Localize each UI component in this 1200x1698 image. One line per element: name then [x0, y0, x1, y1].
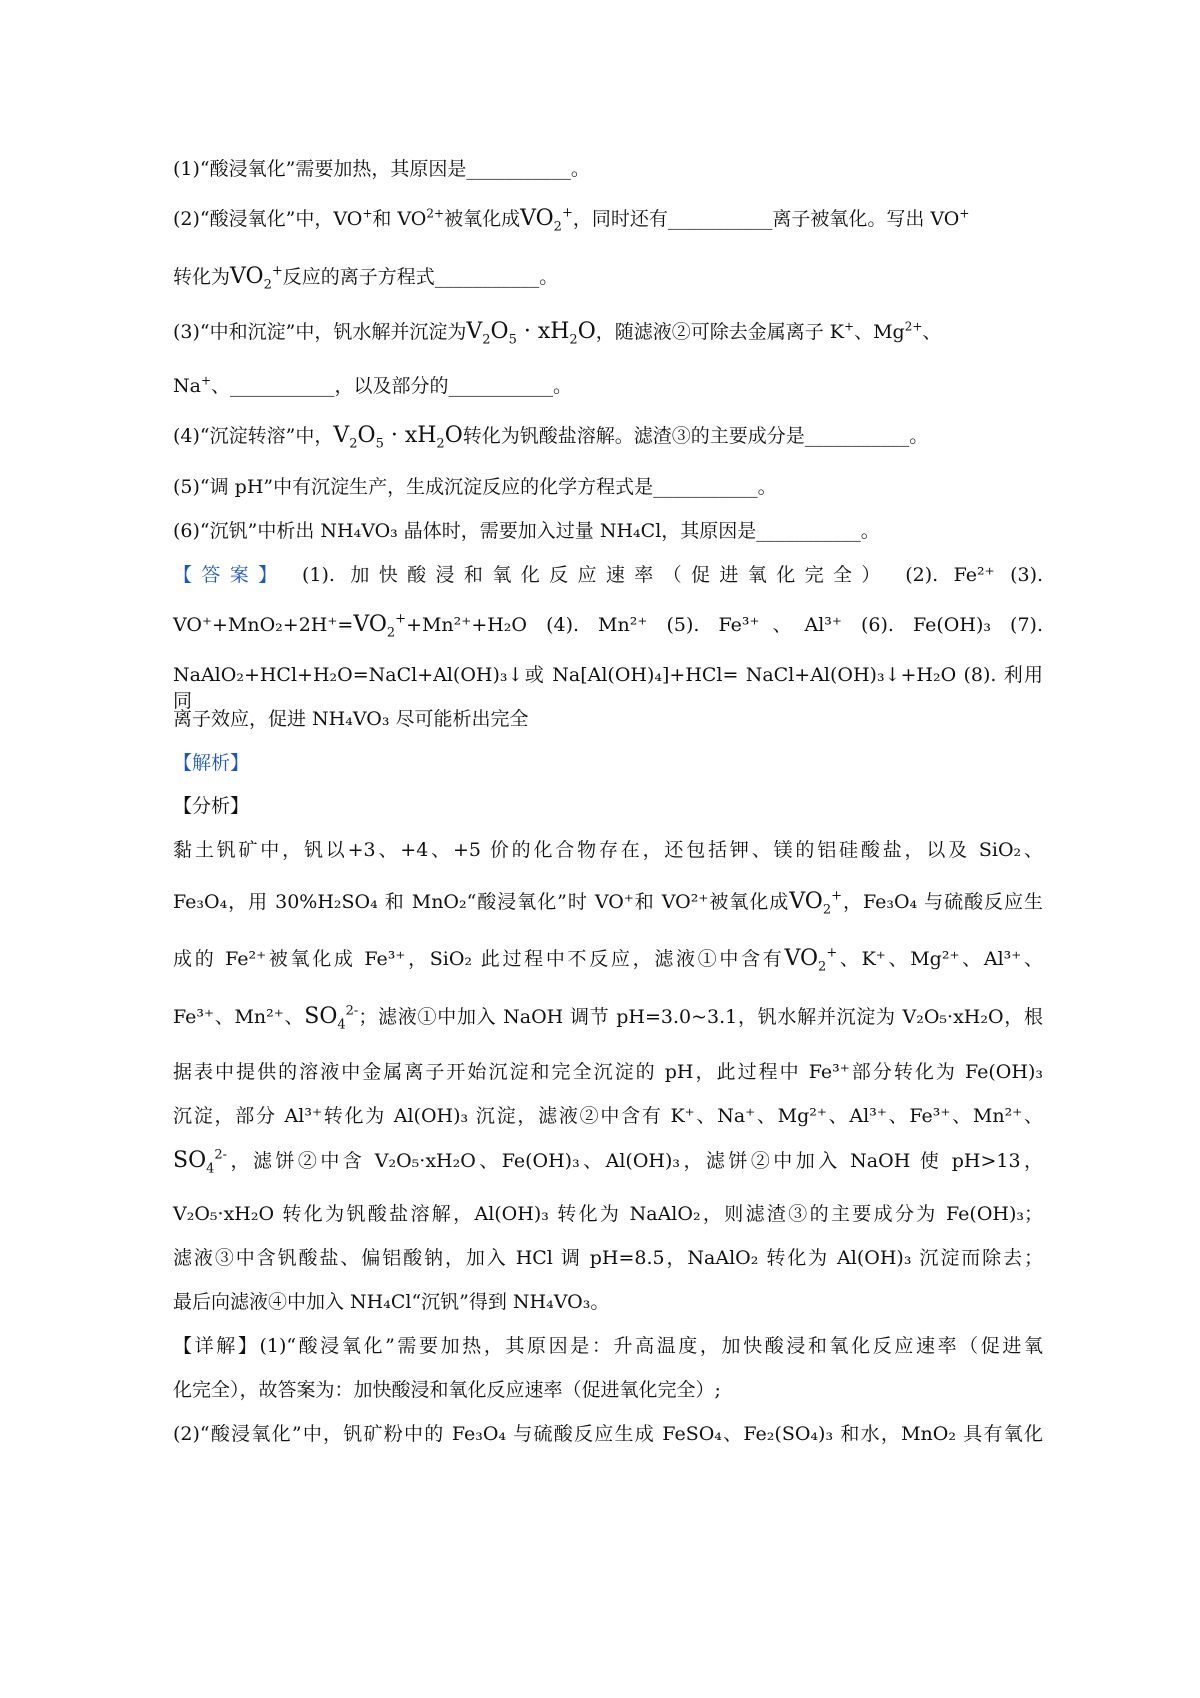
vo2-plus-formula: $VO_2^+$ [353, 611, 407, 641]
analysis-p6: 沉淀，部分 Al³⁺转化为 Al(OH)₃ 沉淀，滤液②中含有 K⁺、Na⁺、Mg²⁺、Al³⁺、Fe³⁺、Mn²⁺、 [173, 1105, 1043, 1127]
v2o5-xh2o-formula: $V_2O_5 \cdot xH_2O$ [466, 319, 596, 348]
answer-label: 【答案】 [173, 564, 287, 586]
answer-blank: ___________ [448, 375, 554, 397]
question-3-line2: Na+、___________，以及部分的___________。 [173, 373, 573, 397]
question-4: (4)“沉淀转溶”中，$V_2O_5 \cdot xH_2O$转化为钒酸盐溶解。滤渣③的主要成分是___________。 [173, 423, 929, 452]
answer-line-4: 离子效应，促进 NH₄VO₃ 尽可能析出完全 [173, 708, 529, 730]
analysis-p2: Fe₃O₄，用 30%H₂SO₄ 和 MnO₂“酸浸氧化”时 VO⁺和 VO²⁺被氧化成$VO_2^+$，Fe₃O₄ 与硫酸反应生 [173, 888, 1044, 918]
analysis-p9: 滤液③中含钒酸盐、偏铝酸钠，加入 HCl 调 pH=8.5，NaAlO₂ 转化为 Al(OH)₃ 沉淀而除去； [173, 1247, 1043, 1269]
question-3: (3)“中和沉淀”中，钒水解并沉淀为$V_2O_5 \cdot xH_2O$，随滤液②可除去金属离子 K+、$Mg^{2+}$、 [173, 319, 942, 348]
question-2: (2)“酸浸氧化”中，VO+和 $VO^{2+}$被氧化成$VO_2^+$，同时还有___________离子被氧化。写出 VO+ [173, 205, 970, 235]
analysis-p4: Fe³⁺、Mn²⁺、$SO_4^{2-}$；滤液①中加入 NaOH 调节 pH=3.0~3.1，钒水解并沉淀为 V₂O₅·xH₂O，根 [173, 1003, 1043, 1033]
analysis-p10: 最后向滤液④中加入 NH₄Cl“沉钒”得到 NH₄VO₃。 [173, 1291, 610, 1313]
answer-blank: ___________ [434, 266, 540, 288]
answer-blank: ___________ [466, 158, 571, 180]
answer-blank: ___________ [804, 425, 910, 447]
vo2-plus-formula: $VO_2^+$ [230, 263, 283, 293]
detail-label: 【详解】 [173, 1335, 260, 1357]
detail-line-1: 【详解】(1)“酸浸氧化”需要加热，其原因是：升高温度，加快酸浸和氧化反应速率（促进氧 [173, 1335, 1043, 1357]
analysis-p3: 成的 Fe²⁺被氧化成 Fe³⁺，SiO₂ 此过程中不反应，滤液①中含有$VO_2^+$、K⁺、Mg²⁺、Al³⁺、 [173, 945, 1043, 975]
question-1: (1)“酸浸氧化”需要加热，其原因是___________。 [173, 158, 590, 180]
answer-blank: ___________ [667, 208, 773, 230]
vo2-plus-formula: $VO_2^+$ [789, 888, 842, 918]
answer-blank: ___________ [653, 476, 758, 498]
detail-line-3: (2)“酸浸氧化”中，钒矿粉中的 Fe₃O₄ 与硫酸反应生成 FeSO₄、Fe₂(SO₄)₃ 和水，MnO₂ 具有氧化 [173, 1423, 1043, 1445]
answer-line-1: 【答案】 (1). 加快酸浸和氧化反应速率（促进氧化完全） (2). Fe²⁺ (3). [173, 564, 1044, 586]
analysis-p1: 黏土钒矿中，钒以+3、+4、+5 价的化合物存在，还包括钾、镁的铝硅酸盐，以及 SiO₂、 [173, 839, 1043, 861]
question-6: (6)“沉钒”中析出 NH₄VO₃ 晶体时，需要加入过量 NH₄Cl，其原因是___________。 [173, 520, 880, 542]
detail-line-2: 化完全），故答案为：加快酸浸和氧化反应速率（促进氧化完全）; [173, 1379, 721, 1401]
vo2-plus-formula: $VO_2^+$ [520, 205, 573, 235]
analysis-sub-label: 【分析】 [173, 795, 250, 817]
vo2-plus-formula: $VO_2^+$ [784, 945, 838, 975]
analysis-p5: 据表中提供的溶液中金属离子开始沉淀和完全沉淀的 pH，此过程中 Fe³⁺部分转化为 Fe(OH)₃ [173, 1061, 1043, 1083]
analysis-p8: V₂O₅·xH₂O 转化为钒酸盐溶解，Al(OH)₃ 转化为 NaAlO₂，则滤渣③的主要成分为 Fe(OH)₃； [173, 1203, 1043, 1225]
v2o5-xh2o-formula: $V_2O_5 \cdot xH_2O$ [333, 423, 463, 452]
answer-line-3: NaAlO₂+HCl+H₂O=NaCl+Al(OH)₃↓或 Na[Al(OH)₄]+HCl= NaCl+Al(OH)₃↓+H₂O (8). 利用同 [173, 664, 1043, 712]
so4-formula: $SO_4^{2-}$ [173, 1147, 228, 1177]
answer-blank: ___________ [756, 520, 861, 542]
so4-formula: $SO_4^{2-}$ [304, 1003, 359, 1033]
question-5: (5)“调 pH”中有沉淀生产，生成沉淀反应的化学方程式是___________。 [173, 476, 777, 498]
question-2-line2: 转化为$VO_2^+$反应的离子方程式___________。 [173, 263, 559, 293]
analysis-label: 【解析】 [173, 752, 250, 774]
answer-line-2: $VO^++MnO_2+2H^+=VO_2^++Mn^{2+}+H_2O$ (4). Mn²⁺ (5). Fe³⁺、Al³⁺ (6). Fe(OH)₃ (7). [173, 611, 1043, 641]
answer-blank: ___________ [230, 375, 335, 397]
analysis-p7: $SO_4^{2-}$，滤饼②中含 V₂O₅·xH₂O、Fe(OH)₃、Al(OH)₃，滤饼②中加入 NaOH 使 pH>13， [173, 1147, 1043, 1177]
